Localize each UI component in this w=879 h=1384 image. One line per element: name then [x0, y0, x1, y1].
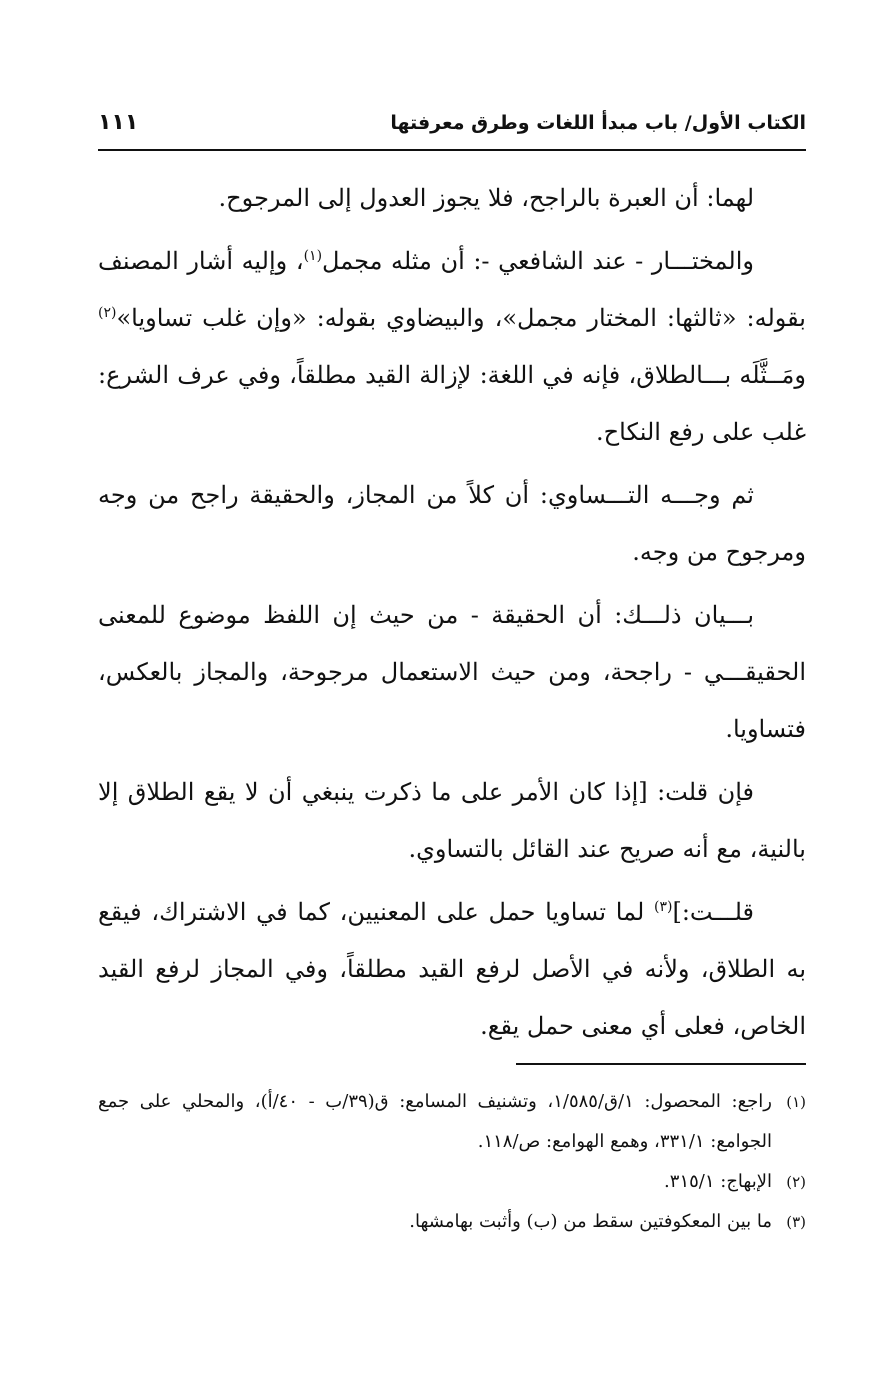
paragraph-2-text-c: ومَــثَّلَه بـــالطلاق، فإنه في اللغة: لإزالة القيد مطلقاً، وفي عرف الشرع: غلب على رفع النكاح. — [98, 361, 806, 446]
footnote-ref-3[interactable]: (٣) — [654, 899, 673, 915]
footnote-3-text: ما بين المعكوفتين سقط من (ب) وأثبت بهامشها. — [409, 1211, 772, 1232]
paragraph-2 — [98, 233, 806, 461]
paragraph-1 — [98, 170, 806, 227]
header-rule — [98, 149, 806, 151]
paragraph-4-text: بـــيان ذلـــك: أن الحقيقة - من حيث إن اللفظ موضوع للمعنى الحقيقـــي - راجحة، ومن حيث الاستعمال مرجوحة، والمجاز بالعكس، فتساويا. — [98, 601, 806, 743]
paragraph-6-text-b: لما تساويا حمل على المعنيين، كما في الاشتراك، فيقع به الطلاق، ولأنه في الأصل لرفع القيد مطلقاً، وفي المجاز لرفع القيد الخاص، فعلى أي معنى حمل يقع. — [98, 898, 806, 1040]
footnote-ref-2[interactable]: (٢) — [98, 305, 117, 321]
footnote-rule — [516, 1063, 806, 1065]
running-header — [98, 108, 806, 148]
paragraph-2-text-b: ، وإليه أشار المصنف بقوله: «ثالثها: المختار مجمل»، والبيضاوي بقوله: «وإن غلب تساويا» — [98, 247, 806, 332]
paragraph-1-text: لهما: أن العبرة بالراجح، فلا يجوز العدول إلى المرجوح. — [218, 184, 754, 212]
footnote-2 — [98, 1162, 806, 1202]
footnote-3 — [98, 1202, 806, 1242]
paragraph-3-text: ثم وجـــه التـــساوي: أن كلاً من المجاز، والحقيقة راجح من وجه ومرجوح من وجه. — [98, 481, 806, 566]
main-text — [98, 170, 806, 1061]
footnote-2-text: الإبهاج: ٣١٥/١. — [664, 1171, 772, 1192]
footnote-1 — [98, 1082, 806, 1162]
footnote-1-text: راجع: المحصول: ١/ق/١/٥٨٥، وتشنيف المسامع: ق(٣٩/ب - ٤٠/أ)، والمحلي على جمع الجوامع: ٣٣١/١، وهمع الهوامع: ص/١١٨. — [98, 1091, 772, 1152]
footnotes — [98, 1082, 806, 1242]
paragraph-3 — [98, 467, 806, 581]
paragraph-6-text-a: قلـــت:] — [672, 898, 754, 926]
paragraph-4 — [98, 587, 806, 758]
running-header-title: الكتاب الأول/ باب مبدأ اللغات وطرق معرفتها — [390, 112, 806, 134]
footnote-3-number: (٣) — [786, 1213, 806, 1231]
paragraph-5-text: فإن قلت: [إذا كان الأمر على ما ذكرت ينبغي أن لا يقع الطلاق إلا بالنية، مع أنه صريح عند القائل بالتساوي. — [98, 778, 806, 863]
footnote-2-number: (٢) — [786, 1173, 806, 1191]
page-number: ١١١ — [98, 110, 139, 135]
paragraph-6 — [98, 884, 806, 1055]
footnote-ref-1[interactable]: (١) — [303, 248, 323, 264]
paragraph-5 — [98, 764, 806, 878]
footnote-1-number: (١) — [786, 1093, 806, 1111]
paragraph-2-text-a: والمختـــار - عند الشافعي -: أن مثله مجمل — [322, 247, 754, 275]
